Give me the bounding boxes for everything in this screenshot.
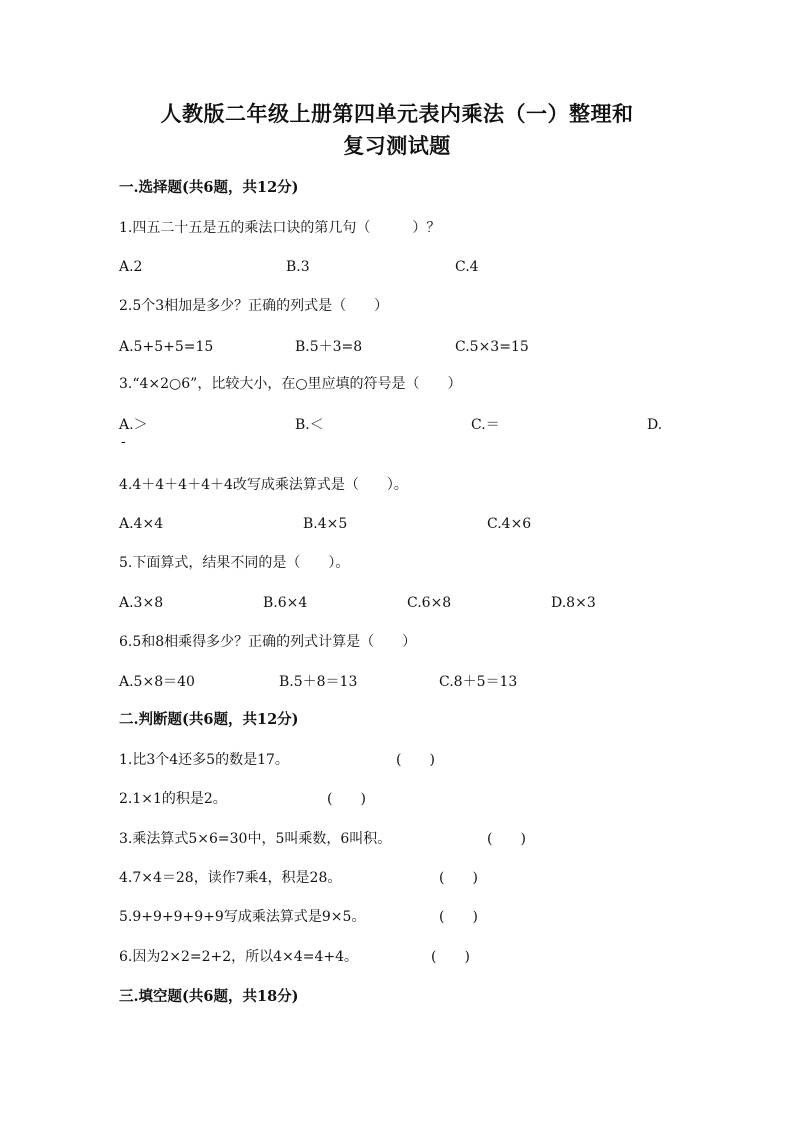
option-c: C.8＋5＝13	[439, 674, 518, 690]
option-c: C.5×3=15	[455, 339, 529, 355]
option-d: D.	[647, 417, 663, 433]
option-a: A.5+5+5=15	[119, 339, 214, 355]
section-heading-fill: 三.填空题(共6题，共18分)	[119, 988, 299, 1005]
answer-bracket: ( )	[396, 752, 435, 768]
option-b: B.5＋8＝13	[279, 674, 358, 690]
answer-bracket: ( )	[327, 791, 366, 807]
option-a: A.＞	[119, 417, 148, 433]
option-d-overflow: -	[121, 434, 126, 450]
question-text: 6.5和8相乘得多少？正确的列式计算是（ ）	[119, 634, 417, 650]
question-text: 2.1×1的积是2。	[119, 791, 227, 807]
option-c: C.＝	[471, 417, 500, 433]
page-title-line-1: 人教版二年级上册第四单元表内乘法（一）整理和	[160, 101, 634, 126]
option-a: A.3×8	[119, 595, 164, 611]
answer-bracket: ( )	[439, 870, 478, 886]
option-c: C.6×8	[407, 595, 452, 611]
option-c: C.4×6	[487, 516, 532, 532]
answer-bracket: ( )	[431, 949, 470, 965]
question-text: 1.四五二十五是五的乘法口诀的第几句（ ）？	[119, 220, 441, 236]
question-text: 6.因为2×2=2+2，所以4×4=4+4。	[119, 949, 358, 965]
page-title-line-2: 复习测试题	[343, 133, 451, 158]
question-text: 3.乘法算式5×6=30中，5叫乘数，6叫积。	[119, 831, 392, 847]
question-text: 1.比3个4还多5的数是17。	[119, 752, 289, 768]
option-b: B.6×4	[263, 595, 308, 611]
answer-bracket: ( )	[487, 831, 526, 847]
option-c: C.4	[455, 259, 479, 275]
option-a: A.2	[119, 259, 143, 275]
option-b: B.3	[286, 259, 310, 275]
option-a: A.4×4	[119, 516, 164, 532]
question-text: 5.下面算式，结果不同的是（ ）。	[119, 555, 350, 571]
answer-bracket: ( )	[439, 909, 478, 925]
question-text: 3.“4×2○6”，比较大小，在○里应填的符号是（ ）	[119, 376, 462, 392]
option-d: D.8×3	[551, 595, 596, 611]
option-b: B.＜	[295, 417, 324, 433]
section-heading-judge: 二.判断题(共6题，共12分)	[119, 711, 299, 728]
question-text: 4.4＋4＋4＋4＋4改写成乘法算式是（ ）。	[119, 477, 408, 493]
question-text: 5.9+9+9+9+9写成乘法算式是9×5。	[119, 909, 366, 925]
option-b: B.4×5	[303, 516, 348, 532]
option-b: B.5＋3=8	[295, 339, 363, 355]
question-text: 2.5个3相加是多少？正确的列式是（ ）	[119, 298, 389, 314]
section-heading-choice: 一.选择题(共6题，共12分)	[119, 179, 299, 196]
question-text: 4.7×4＝28，读作7乘4，积是28。	[119, 870, 342, 886]
option-a: A.5×8＝40	[119, 674, 195, 690]
